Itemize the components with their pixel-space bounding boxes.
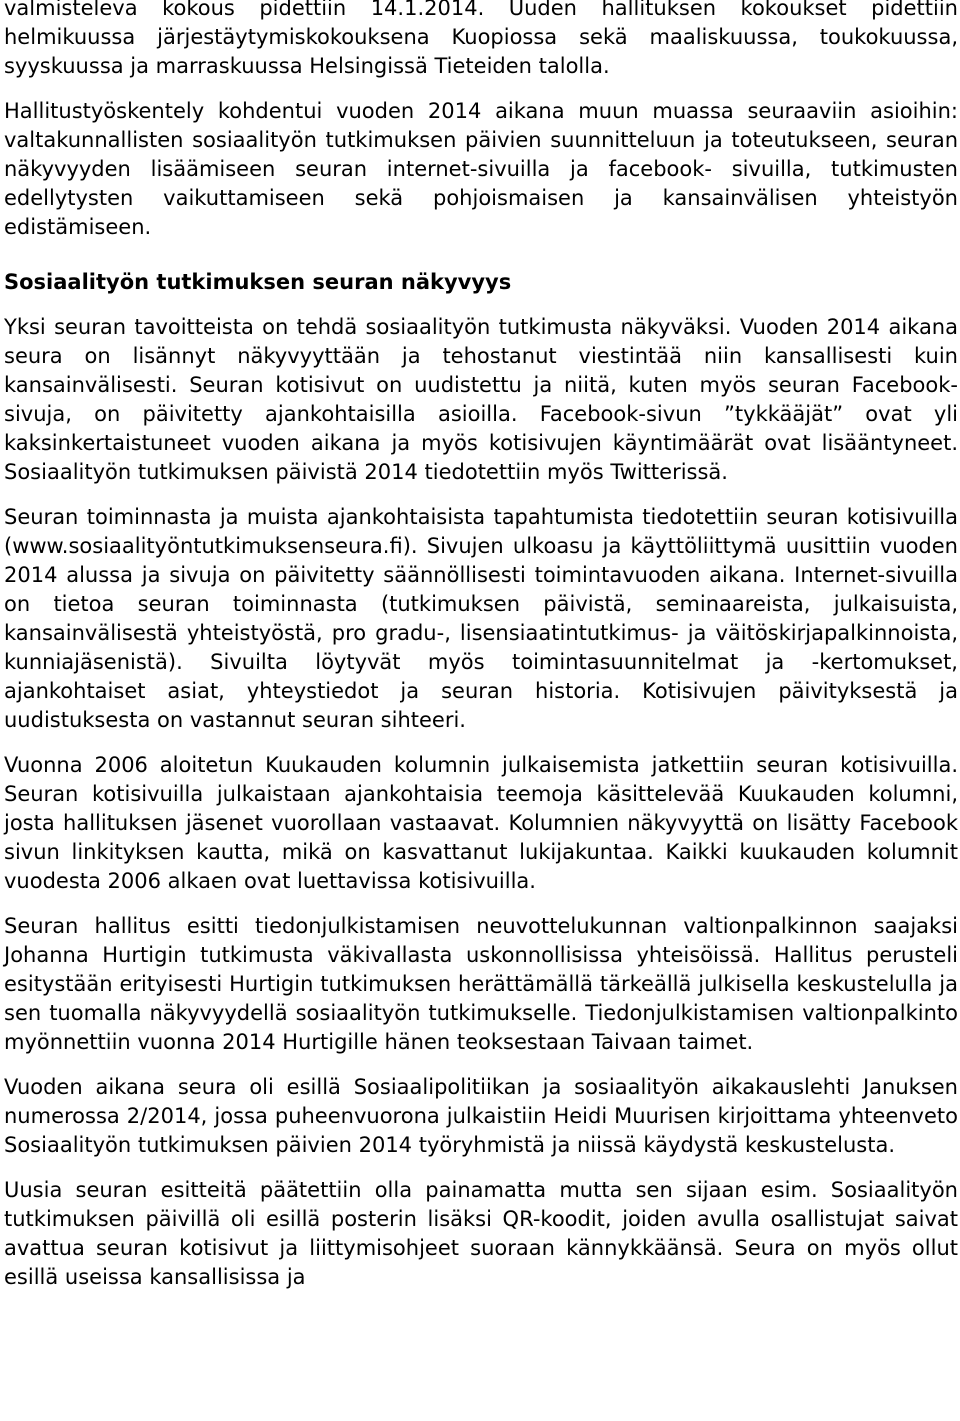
paragraph-column: Vuonna 2006 aloitetun Kuukauden kolumnin julkaisemista jatkettiin seuran kotisivuilla. Seuran kotisivuilla julkaistaan ajankohtaisia teemoja käsittelevää Kuukauden kolumni, josta hallituksen jäsenet vuorollaan vastaavat. Kolumnien näkyvyyttä on lisätty Facebook sivun linkityksen kautta, mikä on kasvattanut lukijakuntaa. Kaikki kuukauden kolumnit vuodesta 2006 alkaen ovat luettavissa kotisivuilla. [4, 753, 958, 893]
paragraph-board-work: Hallitustyöskentely kohdentui vuoden 2014 aikana muun muassa seuraaviin asioihin: valtakunnallisten sosiaalityön tutkimuksen päivien suunnitteluun ja toteutukseen, seuran näkyvyyden lisäämiseen seuran internet-sivuilla ja facebook- sivuilla, tutkimusten edellytysten vaikuttamiseen sekä pohjoismaisen ja kansainvälisen yhteistyön edistämiseen. [4, 99, 958, 239]
paragraph-board-meetings: valmisteleva kokous pidettiin 14.1.2014. Uuden hallituksen kokoukset pidettiin helmikuussa järjestäytymiskokouksena Kuopiossa sekä maaliskuussa, toukokuussa, syyskuussa ja marraskuussa Helsingissä Tieteiden talolla. [4, 0, 958, 78]
paragraph-visibility: Yksi seuran tavoitteista on tehdä sosiaalityön tutkimusta näkyväksi. Vuoden 2014 aikana seura on lisännyt näkyvyyttään ja tehostanut viestintää niin kansallisesti kuin kansainvälisesti. Seuran kotisivut on uudistettu ja niitä, kuten myös seuran Facebook-sivuja, on päivitetty ajankohtaisilla asioilla. Facebook-sivun ”tykkääjät” ovat yli kaksinkertaistuneet vuoden aikana ja myös kotisivujen käyntimäärät ovat lisääntyneet. Sosiaalityön tutkimuksen päivistä 2014 tiedotettiin myös Twitterissä. [4, 315, 958, 484]
paragraph-website: Seuran toiminnasta ja muista ajankohtaisista tapahtumista tiedotettiin seuran kotisivuilla (www.sosiaalityöntutkimuksenseura.fi). Sivujen ulkoasu ja käyttöliittymä uusittiin vuoden 2014 alussa ja sivuja on päivitetty säännöllisesti toimintavuoden aikana. Internet-sivuilla on tietoa seuran toiminnasta (tutkimuksen päivistä, seminaareista, julkaisuista, kansainvälisestä yhteistyöstä, pro gradu-, lisensiaatintutkimus- ja väitöskirjapalkinnoista, kunniajäsenistä). Sivuilta löytyvät myös toimintasuunnitelmat ja -kertomukset, ajankohtaiset asiat, yhteystiedot ja seuran historia. Kotisivujen päivityksestä ja uudistuksesta on vastannut seuran sihteeri. [4, 505, 958, 732]
paragraph-state-prize: Seuran hallitus esitti tiedonjulkistamisen neuvottelukunnan valtionpalkinnon saajaksi Johanna Hurtigin tutkimusta väkivallasta uskonnollisissa yhteisöissä. Hallitus perusteli esitystään erityisesti Hurtigin tutkimuksen herättämällä tärkeällä julkisella keskustelulla ja sen tuomalla näkyvyydellä sosiaalityön tutkimukselle. Tiedonjulkistamisen valtionpalkinto myönnettiin vuonna 2014 Hurtigille hänen teoksestaan Taivaan taimet. [4, 914, 958, 1054]
section-heading: Sosiaalityön tutkimuksen seuran näkyvyys [4, 270, 512, 294]
document-page [4, 0, 958, 1292]
paragraph-janus: Vuoden aikana seura oli esillä Sosiaalipolitiikan ja sosiaalityön aikakauslehti Januksen numerossa 2/2014, jossa puheenvuorona julkaistiin Heidi Muurisen kirjoittama yhteenveto Sosiaalityön tutkimuksen päivien 2014 työryhmistä ja niissä käydystä keskustelusta. [4, 1075, 958, 1157]
paragraph-brochures: Uusia seuran esitteitä päätettiin olla painamatta mutta sen sijaan esim. Sosiaalityön tutkimuksen päivillä oli esillä posterin lisäksi QR-koodit, joiden avulla osallistujat saivat avattua seuran kotisivut ja liittymisohjeet suoraan kännykkäänsä. Seura on myös ollut esillä useissa kansallisissa ja [4, 1178, 958, 1289]
